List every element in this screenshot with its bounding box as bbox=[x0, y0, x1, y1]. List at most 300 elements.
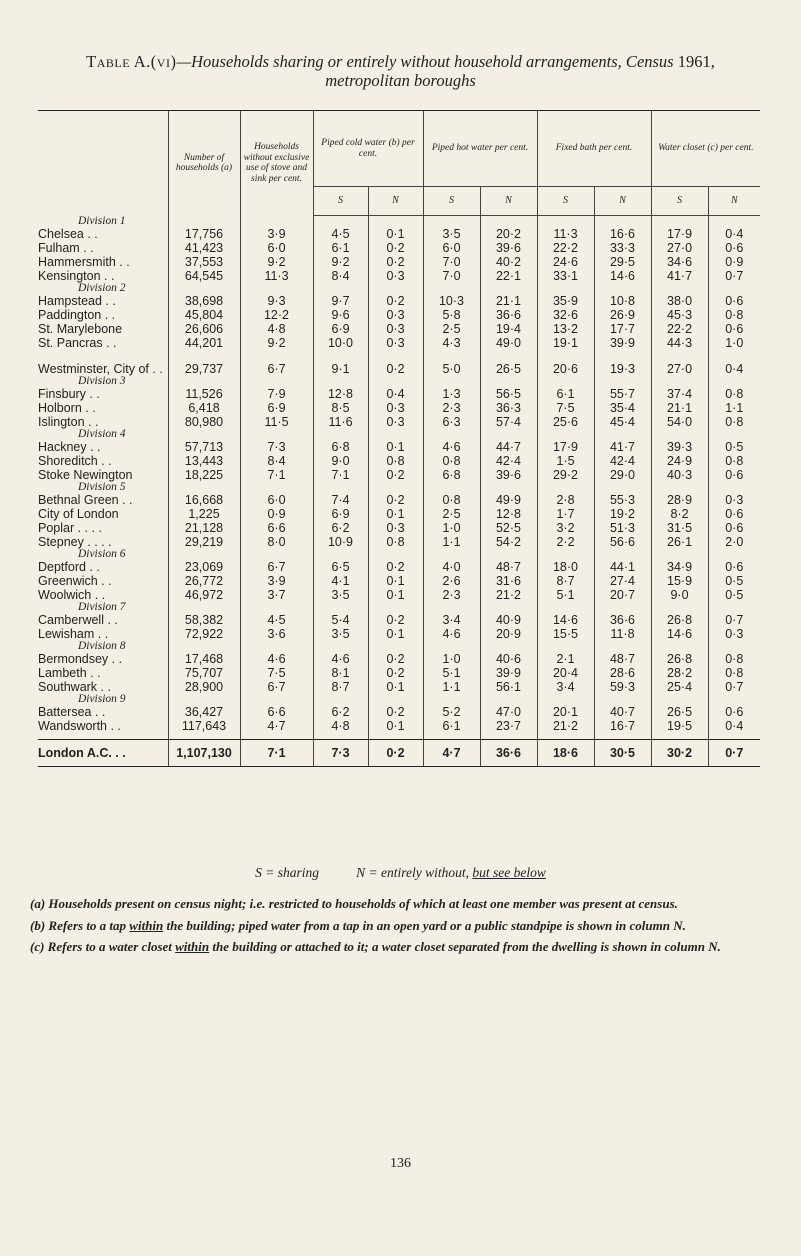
table-cell bbox=[480, 283, 537, 294]
table-cell: 31·5 bbox=[651, 521, 708, 535]
borough-name: Greenwich . . bbox=[38, 574, 112, 588]
table-cell: 5·8 bbox=[423, 308, 480, 322]
table-cell: 0·7 bbox=[708, 269, 760, 283]
table-cell: 6·3 bbox=[423, 415, 480, 429]
table-cell: 6·1 bbox=[313, 241, 368, 255]
table-cell bbox=[708, 482, 760, 493]
table-cell: 0·3 bbox=[368, 415, 423, 429]
table-cell: 52·5 bbox=[480, 521, 537, 535]
table-cell: 16,668 bbox=[168, 493, 240, 507]
table-cell: 0·4 bbox=[708, 350, 760, 376]
table-cell: 25·6 bbox=[537, 415, 594, 429]
table-cell: 45·4 bbox=[594, 415, 651, 429]
table-title-year: 1961, bbox=[677, 52, 715, 71]
table-cell: 14·6 bbox=[594, 269, 651, 283]
table-cell: 37·4 bbox=[651, 387, 708, 401]
table-cell bbox=[708, 429, 760, 440]
legend bbox=[30, 865, 771, 881]
table-row bbox=[38, 507, 760, 521]
table-cell: 56·6 bbox=[594, 535, 651, 549]
table-cell bbox=[708, 641, 760, 652]
table-cell bbox=[423, 482, 480, 493]
table-cell: 6·9 bbox=[313, 322, 368, 336]
table-cell: 0·3 bbox=[368, 401, 423, 415]
borough-name: Shoreditch . . bbox=[38, 454, 112, 468]
table-row bbox=[38, 680, 760, 694]
table-cell: 31·6 bbox=[480, 574, 537, 588]
table-row bbox=[38, 227, 760, 241]
table-cell: 27·4 bbox=[594, 574, 651, 588]
table-cell: 5·4 bbox=[313, 613, 368, 627]
table-cell: 17·9 bbox=[537, 440, 594, 454]
table-cell: 0·5 bbox=[708, 440, 760, 454]
table-cell bbox=[423, 216, 480, 228]
table-cell: 10·3 bbox=[423, 294, 480, 308]
table-cell: 7·4 bbox=[313, 493, 368, 507]
table-row bbox=[38, 440, 760, 454]
table-cell: 6·5 bbox=[313, 560, 368, 574]
table-cell: 0·4 bbox=[708, 719, 760, 733]
table-row bbox=[38, 705, 760, 719]
table-cell: 26,772 bbox=[168, 574, 240, 588]
table-cell: 35·9 bbox=[537, 294, 594, 308]
table-cell: 11·3 bbox=[240, 269, 313, 283]
table-cell: 22·1 bbox=[480, 269, 537, 283]
table-cell bbox=[240, 376, 313, 387]
table-cell: 1·7 bbox=[537, 507, 594, 521]
table-cell bbox=[594, 429, 651, 440]
table-row bbox=[38, 350, 760, 376]
table-cell: 0·3 bbox=[708, 493, 760, 507]
borough-name: Hampstead . . bbox=[38, 294, 116, 308]
table-cell bbox=[708, 376, 760, 387]
division-row bbox=[38, 283, 760, 294]
table-cell bbox=[480, 602, 537, 613]
header-s: S bbox=[313, 187, 368, 216]
table-cell: 28·2 bbox=[651, 666, 708, 680]
table-cell: 39·9 bbox=[480, 666, 537, 680]
table-cell: 34·6 bbox=[651, 255, 708, 269]
table-cell: 8·4 bbox=[240, 454, 313, 468]
table-cell: 4·5 bbox=[240, 613, 313, 627]
table-cell: 59·3 bbox=[594, 680, 651, 694]
table-cell: 0·2 bbox=[368, 468, 423, 482]
table-cell: 29,219 bbox=[168, 535, 240, 549]
table-cell: 42·4 bbox=[594, 454, 651, 468]
table-cell: 2·2 bbox=[537, 535, 594, 549]
header-fixed-bath: Fixed bath per cent. bbox=[537, 111, 651, 187]
table-cell: 20·9 bbox=[480, 627, 537, 641]
table-cell bbox=[537, 429, 594, 440]
table-row bbox=[38, 454, 760, 468]
table-cell: 0·3 bbox=[368, 269, 423, 283]
table-cell: 10·9 bbox=[313, 535, 368, 549]
table-cell: 0·2 bbox=[368, 350, 423, 376]
table-cell: 6·1 bbox=[423, 719, 480, 733]
table-cell: 0·8 bbox=[708, 666, 760, 680]
table-cell bbox=[168, 429, 240, 440]
table-cell: 40·2 bbox=[480, 255, 537, 269]
borough-name: Poplar . . . . bbox=[38, 521, 102, 535]
table-cell bbox=[168, 482, 240, 493]
borough-name: Bethnal Green . . bbox=[38, 493, 133, 507]
table-cell: 8·0 bbox=[240, 535, 313, 549]
table-cell: 18·6 bbox=[537, 740, 594, 767]
table-cell bbox=[537, 641, 594, 652]
table-cell: 22·2 bbox=[651, 322, 708, 336]
table-row bbox=[38, 415, 760, 429]
table-cell: 19·1 bbox=[537, 336, 594, 350]
table-cell: 58,382 bbox=[168, 613, 240, 627]
table-cell bbox=[651, 429, 708, 440]
header-n: N bbox=[594, 187, 651, 216]
table-row bbox=[38, 627, 760, 641]
table-cell: 0·1 bbox=[368, 507, 423, 521]
table-cell: 3·9 bbox=[240, 227, 313, 241]
table-cell bbox=[423, 283, 480, 294]
table-cell: 1,225 bbox=[168, 507, 240, 521]
table-cell: 72,922 bbox=[168, 627, 240, 641]
table-cell: 56·1 bbox=[480, 680, 537, 694]
table-cell bbox=[480, 376, 537, 387]
table-cell: 7·1 bbox=[240, 468, 313, 482]
table-cell: 0·6 bbox=[708, 241, 760, 255]
table-cell bbox=[708, 602, 760, 613]
table-cell: 48·7 bbox=[480, 560, 537, 574]
table-cell: 6·0 bbox=[423, 241, 480, 255]
table-cell: 34·9 bbox=[651, 560, 708, 574]
header-cold-water: Piped cold water (b) per cent. bbox=[313, 111, 423, 187]
total-row bbox=[38, 740, 760, 767]
table-cell: 4·7 bbox=[240, 719, 313, 733]
table-cell bbox=[651, 602, 708, 613]
division-row bbox=[38, 482, 760, 493]
table-cell: 1·1 bbox=[423, 680, 480, 694]
table-cell: 6·9 bbox=[313, 507, 368, 521]
table-cell: 5·1 bbox=[537, 588, 594, 602]
table-cell: 16·6 bbox=[594, 227, 651, 241]
table-cell: 0·9 bbox=[240, 507, 313, 521]
table-cell: 17,468 bbox=[168, 652, 240, 666]
table-cell: 27·0 bbox=[651, 350, 708, 376]
table-cell: 30·2 bbox=[651, 740, 708, 767]
division-label: Division 6 bbox=[77, 548, 126, 560]
table-cell: 6·9 bbox=[240, 401, 313, 415]
table-cell: 41,423 bbox=[168, 241, 240, 255]
footnote-a: (a) Households present on census night; i.e. restricted to households of which at least one member was present at census. bbox=[30, 896, 678, 911]
table-cell: 13·2 bbox=[537, 322, 594, 336]
table-row bbox=[38, 535, 760, 549]
borough-name: Lambeth . . bbox=[38, 666, 101, 680]
table-body bbox=[38, 216, 760, 767]
table-cell: 6·8 bbox=[313, 440, 368, 454]
table-cell: 0·8 bbox=[423, 493, 480, 507]
table-cell: 2·1 bbox=[537, 652, 594, 666]
table-cell bbox=[537, 549, 594, 560]
table-cell bbox=[423, 602, 480, 613]
table-cell: 4·6 bbox=[240, 652, 313, 666]
borough-name: Chelsea . . bbox=[38, 227, 98, 241]
table-cell: 44,201 bbox=[168, 336, 240, 350]
table-cell: 0·8 bbox=[708, 454, 760, 468]
table-cell: 19·3 bbox=[594, 350, 651, 376]
table-cell: 8·2 bbox=[651, 507, 708, 521]
table-cell: 0·6 bbox=[708, 705, 760, 719]
table-cell: 2·5 bbox=[423, 507, 480, 521]
table-cell: 18·0 bbox=[537, 560, 594, 574]
table-cell: 28·6 bbox=[594, 666, 651, 680]
page-number: 136 bbox=[390, 1156, 411, 1171]
table-cell: 15·5 bbox=[537, 627, 594, 641]
division-label: Division 9 bbox=[77, 693, 126, 705]
table-cell: 0·3 bbox=[368, 521, 423, 535]
table-cell: 1·0 bbox=[423, 521, 480, 535]
table-cell: 0·2 bbox=[368, 666, 423, 680]
table-cell: 36,427 bbox=[168, 705, 240, 719]
table-cell bbox=[708, 549, 760, 560]
table-cell: 0·8 bbox=[423, 454, 480, 468]
table-cell: 35·4 bbox=[594, 401, 651, 415]
division-row bbox=[38, 549, 760, 560]
division-label: Division 1 bbox=[77, 215, 126, 227]
table-cell bbox=[423, 376, 480, 387]
table-cell: 22·2 bbox=[537, 241, 594, 255]
borough-name: Lewisham . . bbox=[38, 627, 109, 641]
table-cell: 0·8 bbox=[368, 535, 423, 549]
borough-name: Hammersmith . . bbox=[38, 255, 130, 269]
table-cell: 7·5 bbox=[240, 666, 313, 680]
table-cell: 4·6 bbox=[423, 440, 480, 454]
table-cell bbox=[651, 694, 708, 705]
table-cell: 30·5 bbox=[594, 740, 651, 767]
table-cell: 49·0 bbox=[480, 336, 537, 350]
table-cell bbox=[313, 216, 368, 228]
table-cell bbox=[313, 283, 368, 294]
table-cell: 7·3 bbox=[313, 740, 368, 767]
table-cell: 0·6 bbox=[708, 521, 760, 535]
table-cell: 5·0 bbox=[423, 350, 480, 376]
table-cell: 36·6 bbox=[480, 740, 537, 767]
table-cell bbox=[651, 641, 708, 652]
table-cell: 19·5 bbox=[651, 719, 708, 733]
table-cell: 0·3 bbox=[368, 336, 423, 350]
table-cell bbox=[423, 549, 480, 560]
table-cell: 16·7 bbox=[594, 719, 651, 733]
table-cell: 11,526 bbox=[168, 387, 240, 401]
table-cell: 8·5 bbox=[313, 401, 368, 415]
table-cell: 29·0 bbox=[594, 468, 651, 482]
table-cell: 39·6 bbox=[480, 468, 537, 482]
table-cell: 4·0 bbox=[423, 560, 480, 574]
table-row bbox=[38, 269, 760, 283]
table-cell bbox=[594, 602, 651, 613]
table-cell: 4·6 bbox=[313, 652, 368, 666]
division-label: Division 5 bbox=[77, 481, 126, 493]
table-cell: 18,225 bbox=[168, 468, 240, 482]
table-cell: 40·6 bbox=[480, 652, 537, 666]
table-cell: 3·7 bbox=[240, 588, 313, 602]
borough-name: Paddington . . bbox=[38, 308, 116, 322]
table-cell: 5·2 bbox=[423, 705, 480, 719]
borough-name: Islington . . bbox=[38, 415, 99, 429]
table-cell bbox=[651, 216, 708, 228]
table-cell: 0·2 bbox=[368, 652, 423, 666]
table-cell: 26,606 bbox=[168, 322, 240, 336]
borough-name: Kensington . . bbox=[38, 269, 115, 283]
borough-name: Woolwich . . bbox=[38, 588, 106, 602]
table-cell bbox=[168, 549, 240, 560]
table-title bbox=[30, 52, 771, 90]
table-cell bbox=[537, 376, 594, 387]
footnote-c: (c) Refers to a water closet within the building or attached to it; a water closet separated from the dwelling is shown in column N. bbox=[30, 939, 721, 954]
table-cell: 0·2 bbox=[368, 705, 423, 719]
table-cell: 51·3 bbox=[594, 521, 651, 535]
table-cell bbox=[313, 549, 368, 560]
table-cell bbox=[168, 641, 240, 652]
borough-name: Stoke Newington bbox=[38, 468, 133, 482]
table-cell: 57·4 bbox=[480, 415, 537, 429]
table-cell: 56·5 bbox=[480, 387, 537, 401]
borough-name: Hackney . . bbox=[38, 440, 101, 454]
header-s: S bbox=[423, 187, 480, 216]
table-cell bbox=[537, 694, 594, 705]
table-cell: 3·2 bbox=[537, 521, 594, 535]
table-cell: 24·9 bbox=[651, 454, 708, 468]
table-cell: 6·8 bbox=[423, 468, 480, 482]
table-cell: 17·9 bbox=[651, 227, 708, 241]
table-cell: 6·6 bbox=[240, 521, 313, 535]
table-cell: 45,804 bbox=[168, 308, 240, 322]
table-cell: 0·8 bbox=[708, 387, 760, 401]
table-cell: 6·2 bbox=[313, 705, 368, 719]
table-cell: 20·6 bbox=[537, 350, 594, 376]
table-cell bbox=[594, 482, 651, 493]
table-cell: 21,128 bbox=[168, 521, 240, 535]
table-cell: 7·9 bbox=[240, 387, 313, 401]
table-cell: 0·3 bbox=[368, 308, 423, 322]
table-cell: 0·1 bbox=[368, 719, 423, 733]
table-cell bbox=[708, 216, 760, 228]
table-cell: 2·6 bbox=[423, 574, 480, 588]
header-area bbox=[38, 111, 168, 216]
table-cell: 0·7 bbox=[708, 740, 760, 767]
table-cell: 26·9 bbox=[594, 308, 651, 322]
table-cell: 0·2 bbox=[368, 241, 423, 255]
footnote-b: (b) Refers to a tap within the building; piped water from a tap in an open yard or a public standpipe is shown in column N. bbox=[30, 917, 686, 933]
table-cell: 0·8 bbox=[368, 454, 423, 468]
table-cell: 25·4 bbox=[651, 680, 708, 694]
header-s: S bbox=[537, 187, 594, 216]
table-cell: 2·3 bbox=[423, 588, 480, 602]
table-cell: 33·3 bbox=[594, 241, 651, 255]
table-cell: 6·0 bbox=[240, 241, 313, 255]
table-cell: 9·2 bbox=[240, 336, 313, 350]
table-cell: 54·2 bbox=[480, 535, 537, 549]
table-cell: 15·9 bbox=[651, 574, 708, 588]
table-cell: 1·1 bbox=[708, 401, 760, 415]
table-cell bbox=[368, 694, 423, 705]
table-cell: 49·9 bbox=[480, 493, 537, 507]
table-cell: 37,553 bbox=[168, 255, 240, 269]
table-cell bbox=[168, 694, 240, 705]
table-row bbox=[38, 294, 760, 308]
table-cell bbox=[368, 549, 423, 560]
table-cell: 38,698 bbox=[168, 294, 240, 308]
table-cell bbox=[240, 549, 313, 560]
table-cell: 3·4 bbox=[537, 680, 594, 694]
table-cell: 20·2 bbox=[480, 227, 537, 241]
table-cell: 9·0 bbox=[651, 588, 708, 602]
table-cell: 1·0 bbox=[708, 336, 760, 350]
table-cell: 7·5 bbox=[537, 401, 594, 415]
borough-name: Southwark . . bbox=[38, 680, 111, 694]
borough-name: St. Marylebone bbox=[38, 322, 123, 336]
table-cell: 20·4 bbox=[537, 666, 594, 680]
table-cell: 44·3 bbox=[651, 336, 708, 350]
table-cell: 8·7 bbox=[313, 680, 368, 694]
table-cell: 1·3 bbox=[423, 387, 480, 401]
table-cell bbox=[594, 641, 651, 652]
table-cell: 0·6 bbox=[708, 560, 760, 574]
table-cell bbox=[651, 549, 708, 560]
table-cell: 0·4 bbox=[708, 227, 760, 241]
legend-see-below: but see below bbox=[472, 865, 546, 880]
table-cell bbox=[313, 602, 368, 613]
table-cell bbox=[423, 694, 480, 705]
table-cell: 4·5 bbox=[313, 227, 368, 241]
division-row bbox=[38, 216, 760, 228]
table-cell: 11·6 bbox=[313, 415, 368, 429]
table-row bbox=[38, 719, 760, 733]
table-cell: 0·8 bbox=[708, 308, 760, 322]
division-label: Division 2 bbox=[77, 282, 126, 294]
table-cell bbox=[537, 482, 594, 493]
borough-name: Fulham . . bbox=[38, 241, 94, 255]
table-cell bbox=[313, 482, 368, 493]
table-cell bbox=[240, 482, 313, 493]
table-cell bbox=[240, 283, 313, 294]
table-cell: 54·0 bbox=[651, 415, 708, 429]
table-cell: 12·2 bbox=[240, 308, 313, 322]
borough-name: Finsbury . . bbox=[38, 387, 100, 401]
table-cell: 0·1 bbox=[368, 574, 423, 588]
table-row bbox=[38, 521, 760, 535]
table-cell: 26·8 bbox=[651, 613, 708, 627]
table-title-text: —Households sharing or entirely without household arrangements, Census bbox=[176, 52, 674, 71]
table-cell: 0·8 bbox=[708, 652, 760, 666]
table-row bbox=[38, 241, 760, 255]
table-cell: 21·1 bbox=[651, 401, 708, 415]
table-cell bbox=[480, 694, 537, 705]
table-cell: 7·3 bbox=[240, 440, 313, 454]
table-cell: 64,545 bbox=[168, 269, 240, 283]
table-cell: 19·2 bbox=[594, 507, 651, 521]
table-cell: 3·4 bbox=[423, 613, 480, 627]
header-n: N bbox=[708, 187, 760, 216]
borough-name: Stepney . . . . bbox=[38, 535, 112, 549]
table-cell bbox=[368, 376, 423, 387]
table-cell bbox=[708, 283, 760, 294]
table-cell: 9·2 bbox=[240, 255, 313, 269]
table-cell: 0·1 bbox=[368, 227, 423, 241]
table-cell: 11·5 bbox=[240, 415, 313, 429]
table-row bbox=[38, 322, 760, 336]
table-cell: 1·5 bbox=[537, 454, 594, 468]
table-row bbox=[38, 652, 760, 666]
table-cell bbox=[537, 602, 594, 613]
table-cell: 0·1 bbox=[368, 588, 423, 602]
table-cell bbox=[480, 429, 537, 440]
